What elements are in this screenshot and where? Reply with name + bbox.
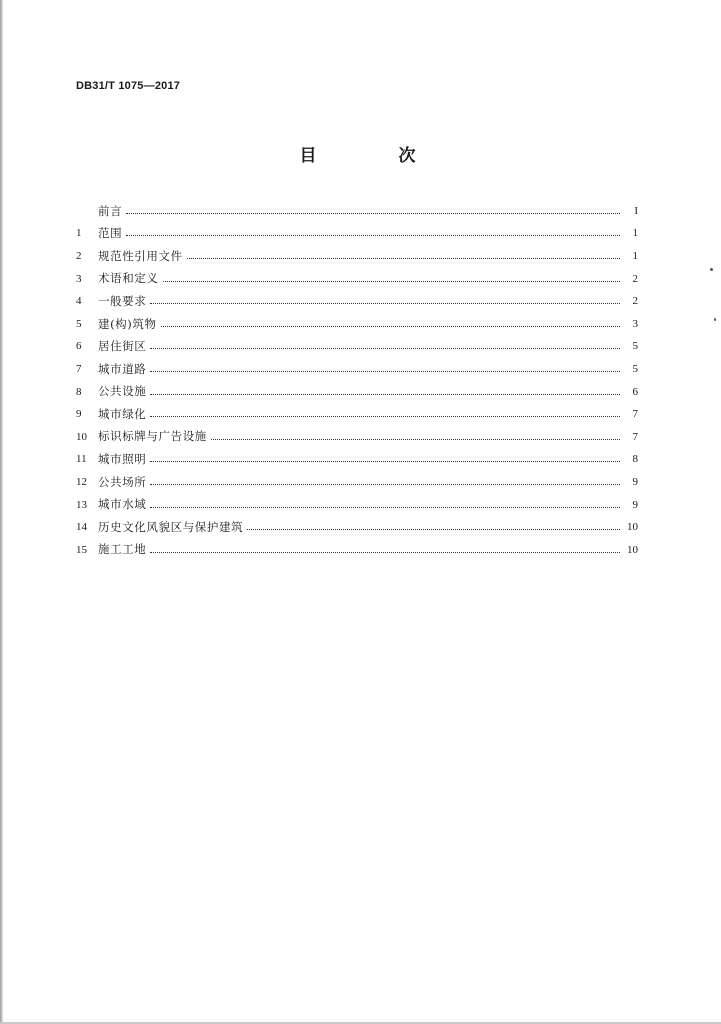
toc-entry-page: 10	[627, 521, 638, 534]
toc-entry[interactable]	[76, 539, 638, 562]
toc-dot-leader	[150, 461, 620, 462]
toc-entry[interactable]	[76, 494, 638, 517]
toc-entry-number: 15	[76, 543, 87, 556]
toc-entry[interactable]	[76, 268, 638, 291]
toc-entry-number: 14	[76, 521, 87, 534]
toc-entry[interactable]	[76, 223, 638, 246]
document-code: DB31/T 1075—2017	[76, 80, 181, 92]
toc-entry-page: 2	[632, 272, 638, 285]
toc-entry-page: 1	[632, 249, 638, 262]
toc-dot-leader	[150, 348, 620, 349]
toc-entry[interactable]	[76, 471, 638, 494]
toc-entry-label: 城市水域	[98, 497, 147, 512]
toc-entry-page: 7	[632, 408, 638, 421]
toc-dot-leader	[126, 213, 620, 214]
toc-entry-label: 范围	[98, 226, 123, 241]
toc-dot-leader	[211, 439, 620, 440]
toc-entry-number: 13	[76, 498, 87, 511]
toc-dot-leader	[150, 484, 620, 485]
scan-speck	[714, 318, 716, 321]
toc-entry[interactable]	[76, 313, 638, 336]
toc-entry-label: 公共设施	[98, 384, 147, 399]
toc-entry-number: 9	[76, 408, 82, 421]
toc-entry-page: 9	[632, 475, 638, 488]
toc-dot-leader	[187, 258, 620, 259]
toc-title: 目 次	[299, 146, 454, 166]
toc-entry-page: 2	[632, 295, 638, 308]
toc-dot-leader	[150, 416, 620, 417]
scan-speck	[710, 268, 713, 271]
toc-entry[interactable]	[76, 200, 638, 223]
toc-dot-leader	[150, 303, 620, 304]
table-of-contents	[76, 200, 638, 562]
toc-entry-number: 4	[76, 295, 82, 308]
toc-dot-leader	[150, 394, 620, 395]
toc-entry-label: 居住街区	[98, 339, 147, 354]
toc-entry-number: 6	[76, 340, 82, 353]
toc-entry[interactable]	[76, 245, 638, 268]
toc-entry-label: 公共场所	[98, 474, 147, 489]
toc-entry[interactable]	[76, 358, 638, 381]
toc-entry-number: 11	[76, 453, 87, 466]
toc-entry-label: 施工工地	[98, 542, 147, 557]
toc-entry-page: 10	[627, 543, 638, 556]
toc-entry-number: 3	[76, 272, 82, 285]
toc-entry[interactable]	[76, 449, 638, 472]
toc-entry[interactable]	[76, 403, 638, 426]
toc-entry-label: 前言	[98, 203, 123, 218]
toc-entry-number: 5	[76, 317, 82, 330]
toc-entry-number: 1	[76, 227, 82, 240]
toc-entry-label: 城市绿化	[98, 406, 147, 421]
toc-entry-label: 规范性引用文件	[98, 248, 183, 263]
toc-entry[interactable]	[76, 426, 638, 449]
toc-entry[interactable]	[76, 290, 638, 313]
toc-entry[interactable]	[76, 381, 638, 404]
toc-entry-page: 9	[632, 498, 638, 511]
toc-entry-label: 一般要求	[98, 293, 147, 308]
toc-dot-leader	[126, 235, 620, 236]
toc-entry-label: 标识标牌与广告设施	[98, 429, 207, 444]
toc-entry-label: 建(构)筑物	[98, 316, 157, 331]
toc-entry-number: 2	[76, 249, 82, 262]
toc-dot-leader	[150, 371, 620, 372]
toc-entry-number: 10	[76, 430, 87, 443]
toc-dot-leader	[150, 507, 620, 508]
toc-entry-label: 历史文化风貌区与保护建筑	[98, 519, 244, 534]
toc-entry-page: 5	[632, 340, 638, 353]
toc-entry-page: 1	[632, 227, 638, 240]
toc-dot-leader	[163, 281, 621, 282]
toc-entry-page: 6	[632, 385, 638, 398]
toc-entry-number: 7	[76, 362, 82, 375]
toc-dot-leader	[161, 326, 620, 327]
toc-entry-page: 7	[632, 430, 638, 443]
toc-entry-page: 3	[632, 317, 638, 330]
toc-dot-leader	[150, 552, 620, 553]
toc-entry-label: 城市照明	[98, 452, 147, 467]
toc-entry-page: 8	[632, 453, 638, 466]
toc-entry-page: I	[634, 204, 638, 217]
toc-entry-page: 5	[632, 362, 638, 375]
toc-entry[interactable]	[76, 516, 638, 539]
toc-entry-number: 8	[76, 385, 82, 398]
toc-entry-label: 城市道路	[98, 361, 147, 376]
toc-dot-leader	[247, 529, 620, 530]
toc-entry[interactable]	[76, 336, 638, 359]
toc-entry-label: 术语和定义	[98, 271, 159, 286]
toc-entry-number: 12	[76, 475, 87, 488]
